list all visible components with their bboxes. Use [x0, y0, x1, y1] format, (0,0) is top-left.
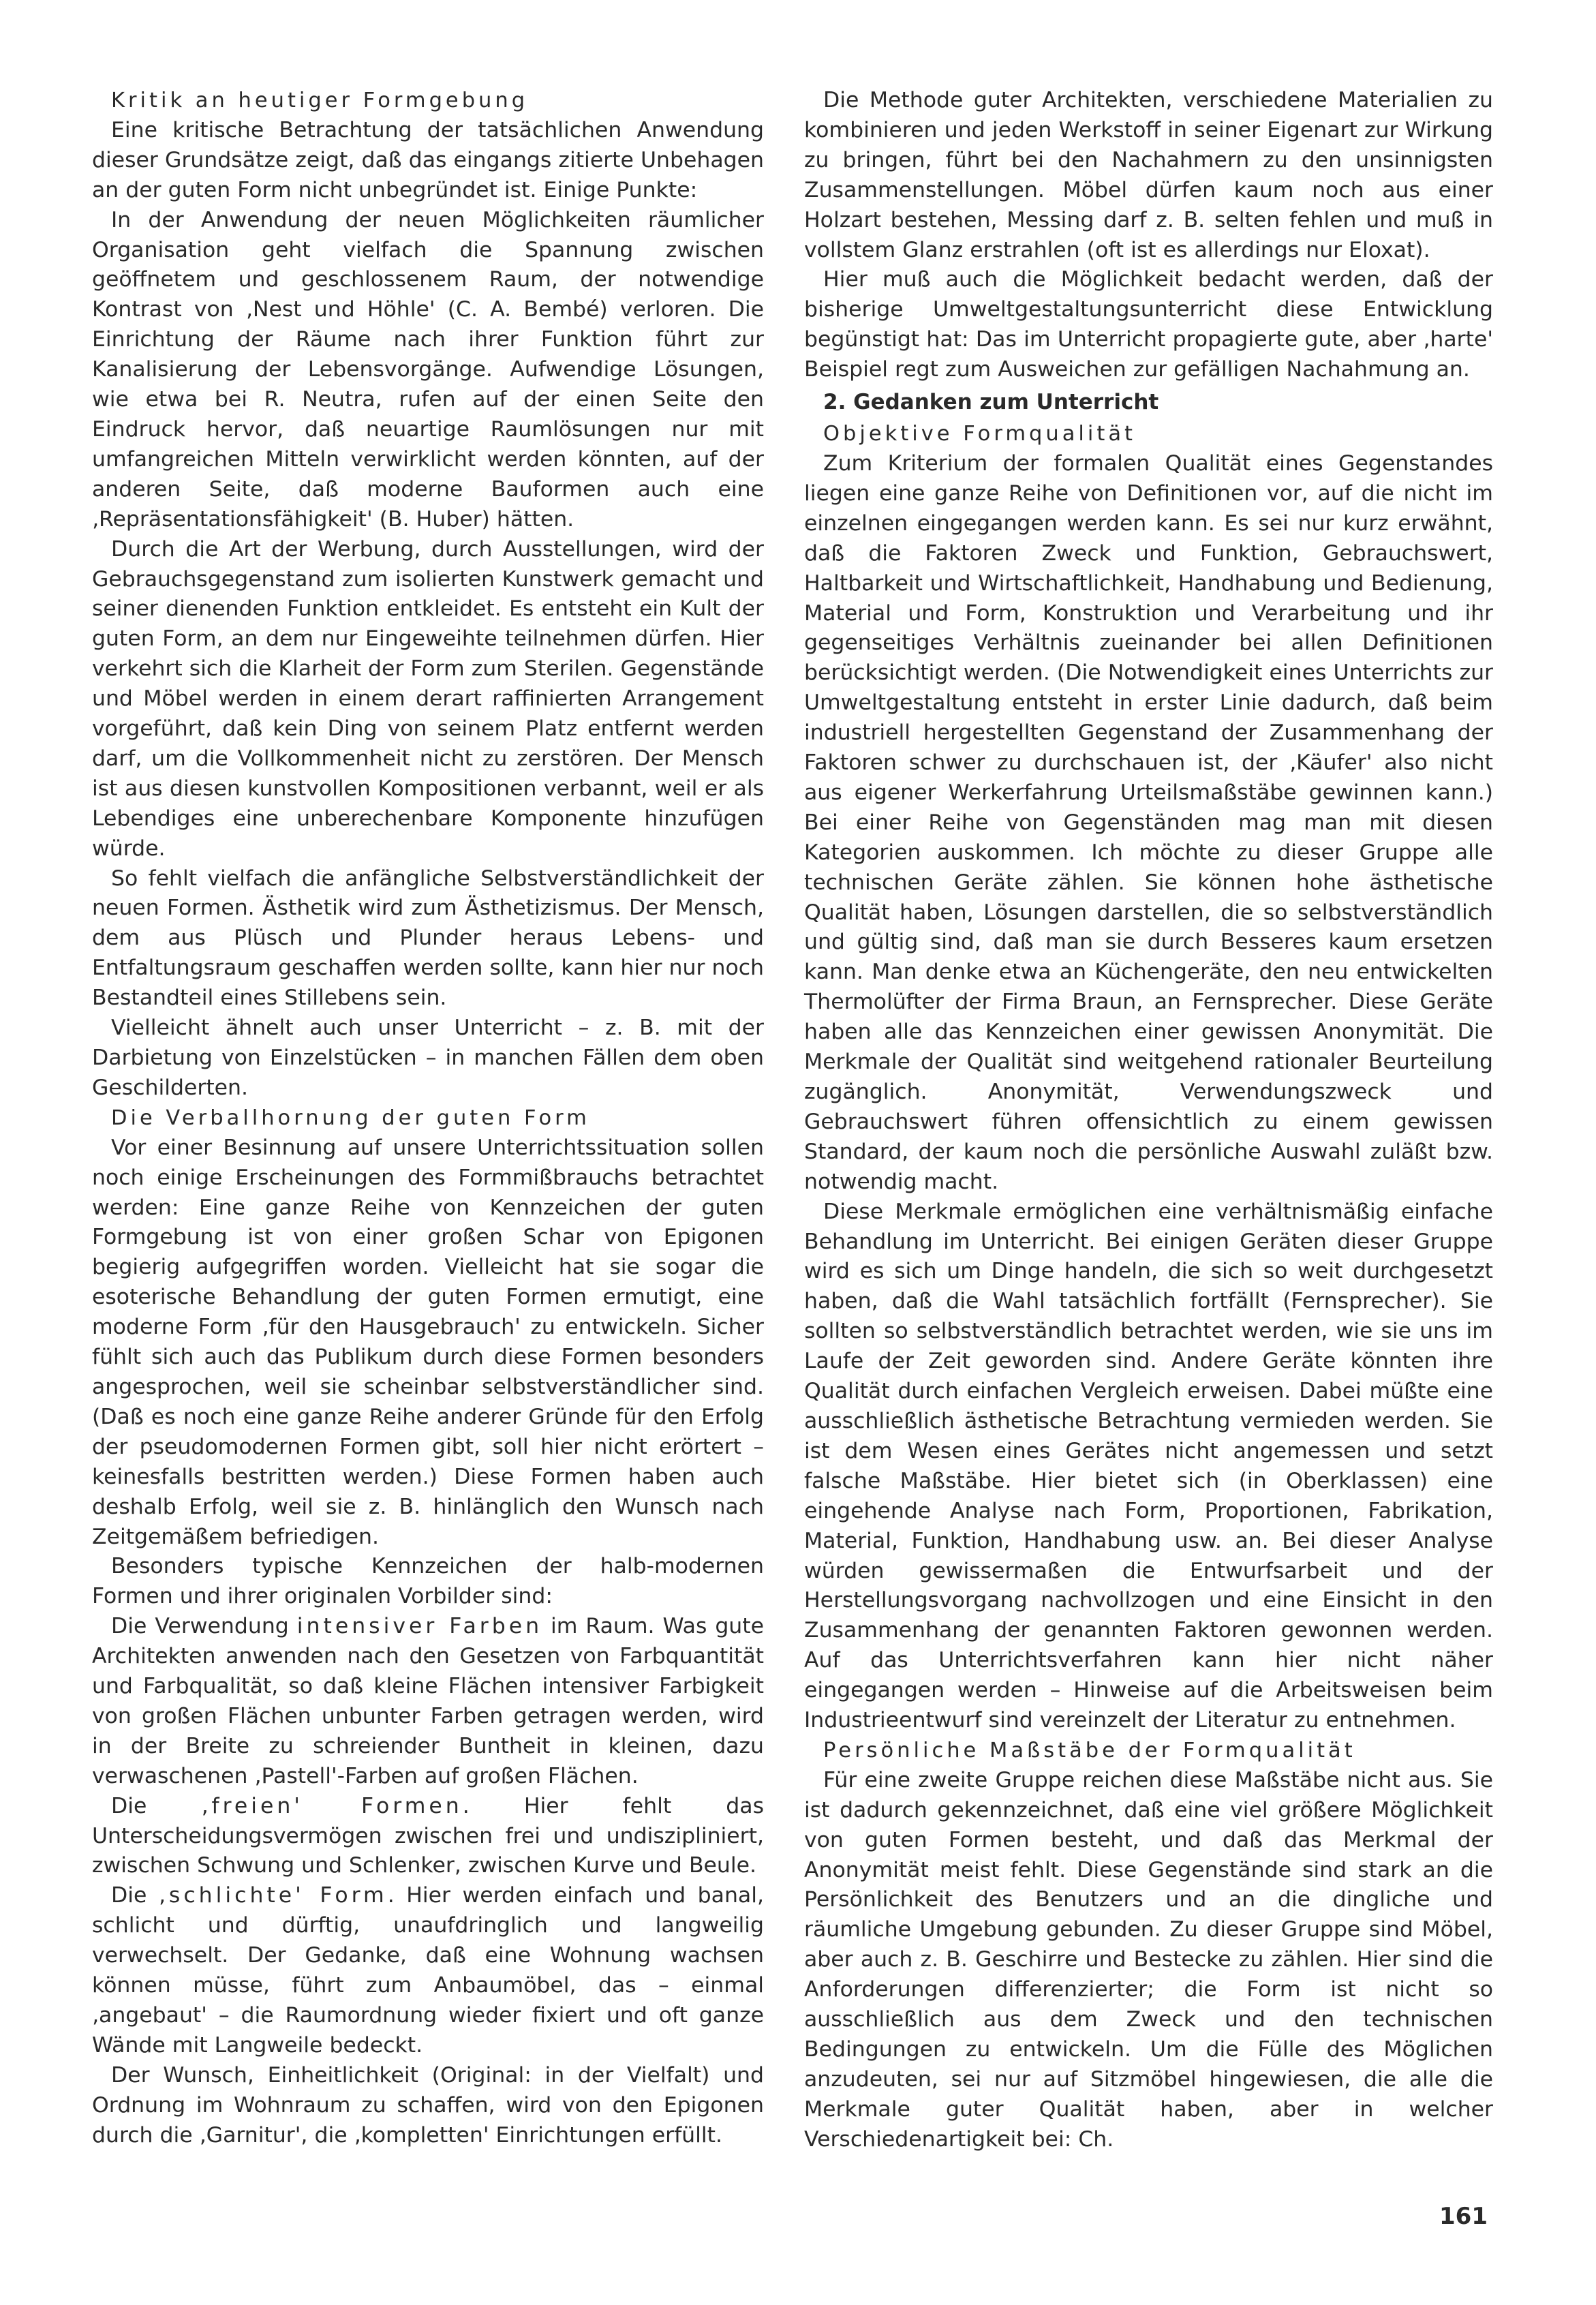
- paragraph: Vor einer Besinnung auf unsere Unterrichtssituation sollen noch einige Erscheinungen des Formmißbrauchs betrachtet werden: Eine ganze Reihe von Kennzeichen der guten Formgebung ist von einer großen Schar von Epigonen begierig aufgegriffen worden. Vielleicht hat sie sogar die esoterische Behandlung der guten Formen ermutigt, eine moderne Form ‚für den Hausgebrauch' zu entwickeln. Sicher fühlt sich auch das Publikum durch diese Formen besonders angesprochen, weil sie scheinbar selbstverständlicher sind. (Daß es noch eine ganze Reihe anderer Gründe für den Erfolg der pseudomodernen Formen gibt, soll hier nicht erörtert – keinesfalls bestritten werden.) Diese Formen haben auch deshalb Erfolg, weil sie z. B. hinlänglich den Wunsch nach Zeitgemäßem befriedigen.: [92, 1135, 764, 1549]
- text: im Raum. Was gute Architekten anwenden nach den Gesetzen von Farbquantität und Farbqualität, so daß kleine Flächen intensiver Farbigkeit von großen Flächen unbunter Farben getragen werden, wird in der Breite zu schreiender Buntheit in kleinen, dazu verwaschenen ‚Pastell'-Farben auf großen Flächen.: [92, 1614, 765, 1788]
- left-column: [92, 86, 764, 2151]
- paragraph: So fehlt vielfach die anfängliche Selbstverständlichkeit der neuen Formen. Ästhetik wird zum Ästhetizismus. Der Mensch, dem aus Plüsch und Plunder heraus Lebens- und Entfaltungsraum geschaffen werden sollte, kann hier nur noch Bestandteil eines Stillebens sein.: [92, 866, 764, 1011]
- paragraph-farben: [92, 1612, 764, 1791]
- paragraph: Diese Merkmale ermöglichen eine verhältnismäßig einfache Behandlung im Unterricht. Bei einigen Geräten dieser Gruppe wird es sich um Dinge handeln, die sich so weit durchgesetzt haben, daß die Wahl tatsächlich fortfällt (Fernsprecher). Sie sollten so selbstverständlich betrachtet werden, wie sie uns im Laufe der Zeit geworden sind. Andere Geräte könnten ihre Qualität durch einfachen Vergleich erweisen. Dabei müßte eine ausschließlich ästhetische Betrachtung vermieden werden. Sie ist dem Wesen eines Gerätes nicht angemessen und setzt falsche Maßstäbe. Hier bietet sich (in Oberklassen) eine eingehende Analyse nach Form, Proportionen, Fabrikation, Material, Funktion, Handhabung usw. an. Bei dieser Analyse würden gewissermaßen die Entwurfsarbeit und der Herstellungsvorgang nachvollzogen und eine Einsicht in den Zusammenhang der genannten Faktoren gewonnen werden. Auf das Unterrichtsverfahren kann hier nicht näher eingegangen werden – Hinweise auf die Arbeitsweisen beim Industrieentwurf sind vereinzelt der Literatur zu entnehmen.: [804, 1199, 1493, 1733]
- paragraph: Hier muß auch die Möglichkeit bedacht werden, daß der bisherige Umweltgestaltungsunterricht diese Entwicklung begünstigt hat: Das im Unterricht propagierte gute, aber ‚harte' Beispiel regt zum Ausweichen zur gefälligen Nachahmung an.: [804, 267, 1493, 382]
- paragraph: Besonders typische Kennzeichen der halb-modernen Formen und ihrer originalen Vorbilder sind:: [92, 1554, 764, 1609]
- text: . Hier werden einfach und banal, schlicht und dürftig, unaufdringlich und langweilig verwechselt. Der Gedanke, daß eine Wohnung wachsen können müsse, führt zum Anbaumöbel, das – einmal ‚angebaut' – die Raumordnung wieder fixiert und oft ganze Wände mit Langweile bedeckt.: [92, 1883, 764, 2058]
- subheading-kritik: Kritik an heutiger Formgebung: [111, 89, 529, 112]
- spaced-term: intensiver Farben: [296, 1614, 543, 1639]
- text: . Hier fehlt das Unterscheidungsvermögen zwischen frei und undiszipliniert, zwischen Schwung und Schlenker, zwischen Kurve und Beule.: [92, 1793, 764, 1878]
- subheading-persoenliche: Persönliche Maßstäbe der Formqualität: [823, 1738, 1356, 1762]
- paragraph: In der Anwendung der neuen Möglichkeiten räumlicher Organisation geht vielfach die Spannung zwischen geöffnetem und geschlossenem Raum, der notwendige Kontrast von ‚Nest und Höhle' (C. A. Bembé) verloren. Die Einrichtung der Räume nach ihrer Funktion führt zur Kanalisierung der Lebensvorgänge. Aufwendige Lösungen, wie etwa bei R. Neutra, rufen auf der einen Seite den Eindruck hervor, daß neuartige Raumlösungen nur mit umfangreichen Mitteln verwirklicht werden könnten, auf der anderen Seite, daß moderne Bauformen auch eine ‚Repräsentationsfähigkeit' (B. Huber) hätten.: [92, 207, 764, 532]
- paragraph: Vielleicht ähnelt auch unser Unterricht – z. B. mit der Darbietung von Einzelstücken – in manchen Fällen dem oben Geschilderten.: [92, 1016, 764, 1100]
- paragraph: Die Methode guter Architekten, verschiedene Materialien zu kombinieren und jeden Werkstoff in seiner Eigenart zur Wirkung zu bringen, führt bei den Nachahmern zu den unsinnigsten Zusammenstellungen. Möbel dürfen kaum noch aus einer Holzart bestehen, Messing darf z. B. selten fehlen und muß in vollstem Glanz erstrahlen (oft ist es allerdings nur Eloxat).: [804, 88, 1493, 262]
- subheading-objektive: Objektive Formqualität: [823, 422, 1136, 446]
- paragraph-freie-formen: [92, 1792, 764, 1882]
- paragraph: Durch die Art der Werbung, durch Ausstellungen, wird der Gebrauchsgegenstand zum isolierten Kunstwerk gemacht und seiner dienenden Funktion entkleidet. Es entsteht ein Kult der guten Form, an dem nur Eingeweihte teilnehmen dürfen. Hier verkehrt sich die Klarheit der Form zum Sterilen. Gegenstände und Möbel werden in einem derart raffinierten Arrangement vorgeführt, daß kein Ding von seinem Platz entfernt werden darf, um die Vollkommenheit nicht zu zerstören. Der Mensch ist aus diesen kunstvollen Kompositionen verbannt, weil er als Lebendiges eine unberechenbare Komponente hinzufügen würde.: [92, 536, 764, 861]
- text: Die Verwendung: [111, 1614, 297, 1639]
- paragraph: Der Wunsch, Einheitlichkeit (Original: in der Vielfalt) und Ordnung im Wohnraum zu schaffen, wird von den Epigonen durch die ‚Garnitur', die ‚kompletten' Einrichtungen erfüllt.: [92, 2062, 764, 2148]
- section-title: 2. Gedanken zum Unterricht: [823, 390, 1159, 415]
- subheading-verballhornung: Die Verballhornung der guten Form: [111, 1105, 590, 1130]
- spaced-term: ‚schlichte' Form: [158, 1883, 388, 1908]
- paragraph: Für eine zweite Gruppe reichen diese Maßstäbe nicht aus. Sie ist dadurch gekennzeichnet, daß eine viel größere Möglichkeit von guten Formen besteht, und daß das Merkmal der Anonymität meist fehlt. Diese Gegenstände sind stark an die Persönlichkeit des Benutzers und an die dingliche und räumliche Umgebung gebunden. Zu dieser Gruppe sind Möbel, aber auch z. B. Geschirre und Bestecke zu zählen. Hier sind die Anforderungen differenzierter; die Form ist nicht so ausschließlich aus dem Zweck und den technischen Bedingungen zu entwickeln. Um die Fülle des Möglichen anzudeuten, sei nur auf Sitzmöbel hingewiesen, die alle die Merkmale guter Qualität haben, aber in welcher Verschiedenartigkeit bei: Ch.: [804, 1767, 1493, 2152]
- paragraph: Eine kritische Betrachtung der tatsächlichen Anwendung dieser Grundsätze zeigt, daß das eingangs zitierte Unbehagen an der guten Form nicht unbegründet ist. Einige Punkte:: [92, 117, 764, 202]
- paragraph: Zum Kriterium der formalen Qualität eines Gegenstandes liegen eine ganze Reihe von Definitionen vor, auf die nicht im einzelnen eingegangen werden kann. Es sei nur kurz erwähnt, daß die Faktoren Zweck und Funktion, Gebrauchswert, Haltbarkeit und Wirtschaftlichkeit, Handhabung und Bedienung, Material und Form, Konstruktion und Verarbeitung und ihr gegenseitiges Verhältnis zueinander bei allen Definitionen berücksichtigt werden. (Die Notwendigkeit eines Unterrichts zur Umweltgestaltung entsteht in erster Linie dadurch, daß beim industriell hergestellten Gegenstand der Zusammenhang der Faktoren schwer zu durchschauen ist, der ‚Käufer' also nicht aus eigener Werkerfahrung Urteilsmaßstäbe gewinnen kann.) Bei einer Reihe von Gegenständen mag man mit diesen Kategorien auskommen. Ich möchte zu dieser Gruppe alle technischen Geräte zählen. Sie können hohe ästhetische Qualität haben, Lösungen darstellen, die so selbstverständlich und gültig sind, daß man sie durch Besseres kaum ersetzen kann. Man denke etwa an Küchengeräte, den neu entwickelten Thermolüfter der Firma Braun, an Fernsprecher. Diese Geräte haben alle das Kennzeichen einer gewissen Anonymität. Die Merkmale der Qualität sind weitgehend rationaler Beurteilung zugänglich. Anonymität, Verwendungszweck und Gebrauchswert führen offensichtlich zu einem gewissen Standard, der kaum noch die persönliche Auswahl zuläßt bzw. notwendig macht.: [804, 451, 1493, 1194]
- page-number: 161: [1439, 2203, 1488, 2230]
- right-column: [804, 86, 1493, 2155]
- paragraph-schlichte-form: [92, 1881, 764, 2060]
- text: Die: [111, 1793, 202, 1818]
- spaced-term: ‚freien' Formen: [201, 1793, 463, 1818]
- text: Die: [111, 1883, 159, 1908]
